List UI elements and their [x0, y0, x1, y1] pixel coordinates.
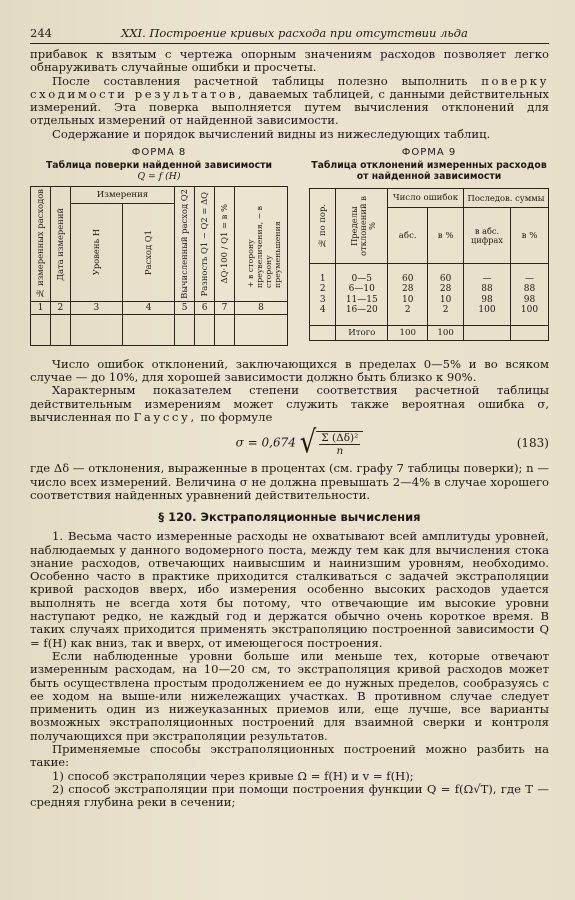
col-header: абс. [388, 208, 428, 264]
page-number: 244 [30, 26, 52, 40]
col-group-header: Число ошибок [388, 189, 464, 208]
paragraph-error-count: Число ошибок отклонений, заключающихся в пределах 0—5% и во всяком случае — до 10%, для хорошей зависимости должно быть близко к 90%. [30, 356, 549, 385]
total-label: Итого [336, 326, 388, 341]
paragraph-definitions: где Δδ — отклонения, выраженные в процентах (см. графу 7 таблицы поверки); n — число всех измерений. Величина σ не должна превышать 2—4% в случае хорошего соответствия найденных уравнений действительности. [30, 461, 549, 502]
paragraph-extrapolation: 1. Весьма часто измеренные расходы не охватывают всей амплитуды уровней, наблюдаемых у данного водомерного поста, между тем как для вычисления стока знание расходов, отвечающих наивысшим и наинизшим уровням, необходимо. Особенно часто в практике приходится сталкиваться с задачей экстраполяции кривой расходов вверх, ибо измерения особенно высоких расходов удается выполнять не всегда хотя бы потому, что отвечающие им высокие уровни наступают редко, не каждый год и держатся обычно очень короткое время. В таких случаях приходится применять экстраполяцию построенной зависимости Q = f(H) как вниз, так и вверх, от имеющегося построения. [30, 529, 549, 650]
form-8-caption: Таблица поверки найденной зависимости Q = f (H) [45, 160, 273, 183]
empty-row [31, 314, 288, 345]
col-header: ΔQ·100 / Q1 = в % [215, 187, 235, 302]
sqrt-sign: √ $\frac{\text{Σ (Δδ)²}}{n}$ [300, 428, 364, 458]
verification-table [30, 186, 288, 346]
running-header [30, 26, 549, 44]
col-header: в % [428, 208, 464, 264]
spaced-term: Гауссу, [133, 410, 197, 425]
paragraph-gauss: Характерным показателем степени соответствия расчетной таблицы действительным измерениям может служить также вероятная ошибка σ, вычисленная по Гауссу, по формуле [30, 383, 549, 425]
col-header: Разность Q1 − Q2 = ΔQ [195, 187, 215, 302]
paragraph-methods-intro: Применяемые способы экстраполяционных построений можно разбить на такие: [30, 742, 549, 770]
list-item: 2) способ экстраполяции при помощи построения функции Q = f(Ω√T), где T — средняя глубина реки в сечении; [30, 781, 549, 810]
table-row: 2 6—10 28 28 88 88 [310, 284, 549, 294]
table-row [310, 315, 549, 326]
table-row: 4 16—20 2 2 100 100 [310, 305, 549, 315]
list-item: 1) способ экстраполяции через кривые Ω = f(H) и v = f(H); [52, 768, 414, 783]
paragraph-observed-levels: Если наблюденные уровни больше или меньше тех, которые отвечают измеренным расходам, на 10—20 см, то экстраполяция кривой расходов может быть осуществлена простым продолжением ее до нужных пределов, сообразуясь с ее ходом на выше-или нижележащих участках. В противном случае следует применить один из нижеуказанных приемов или, еще лучше, все варианты возможных экстраполяционных построений для взаимной сверки и контроля получающихся при экстраполяции результатов. [30, 648, 549, 743]
col-header: № по пор. [310, 189, 336, 264]
spaced-term: поверку сходимости результатов, [30, 73, 549, 101]
formula-lhs: σ = 0,674 [235, 435, 296, 450]
col-header: Уровень H [70, 204, 122, 302]
table-row: 3 11—15 10 10 98 98 [310, 295, 549, 305]
col-group-header: Последов. суммы [463, 189, 548, 208]
col-header: Дата измерений [50, 187, 70, 302]
col-header: Вычисленный расход Q2 [175, 187, 195, 302]
col-header: в % [511, 208, 549, 264]
col-header: + в сторону преувеличения, − в сторону преуменьшения [235, 187, 288, 302]
equation-number: (183) [516, 436, 549, 451]
form-8-label: ФОРМА 8 [131, 147, 187, 159]
total-row: Итого 100 100 [310, 326, 549, 341]
col-header: № измеренных расходов [31, 187, 51, 302]
col-group-header: Измерения [70, 187, 174, 204]
paragraph-tables-intro: Содержание и порядок вычислений видны из нижеследующих таблиц. [52, 126, 491, 141]
formula-183 [30, 426, 549, 460]
form-8 [30, 147, 288, 346]
col-header: Пределы отклонений в % [336, 189, 388, 264]
form-9 [309, 147, 549, 346]
deviation-table [309, 188, 549, 341]
paragraph-verification: После составления расчетной таблицы полезно выполнить поверку сходимости результатов, даваемых таблицей, с данными действительных измерений. Эта поверка выполняется путем вычисления отклонений для отдельных измерений от найденной зависимости. [30, 73, 549, 128]
form-9-label: ФОРМА 9 [401, 147, 457, 159]
table-row: 1 0—5 60 60 — — [310, 274, 549, 284]
paragraph-continuation: прибавок к взятым с чертежа опорным значениям расходов позволяет легко обнаруживать случайные ошибки и просчеты. [30, 47, 549, 75]
formula-denominator: n [336, 445, 344, 458]
col-header: в абс. цифрах [463, 208, 510, 264]
col-header: Расход Q1 [123, 204, 175, 302]
form-9-caption: Таблица отклонений измеренных расходов от найденной зависимости [311, 160, 547, 183]
section-title: § 120. Экстраполяционные вычисления [158, 510, 421, 525]
table-row [310, 264, 549, 275]
forms-row [30, 147, 549, 346]
running-title: XXI. Построение кривых расхода при отсутствии льда [121, 26, 468, 40]
formula-numerator: Σ (Δδ)² [321, 432, 359, 445]
column-numbers-row: 1 2 3 4 5 6 7 8 [31, 301, 288, 314]
